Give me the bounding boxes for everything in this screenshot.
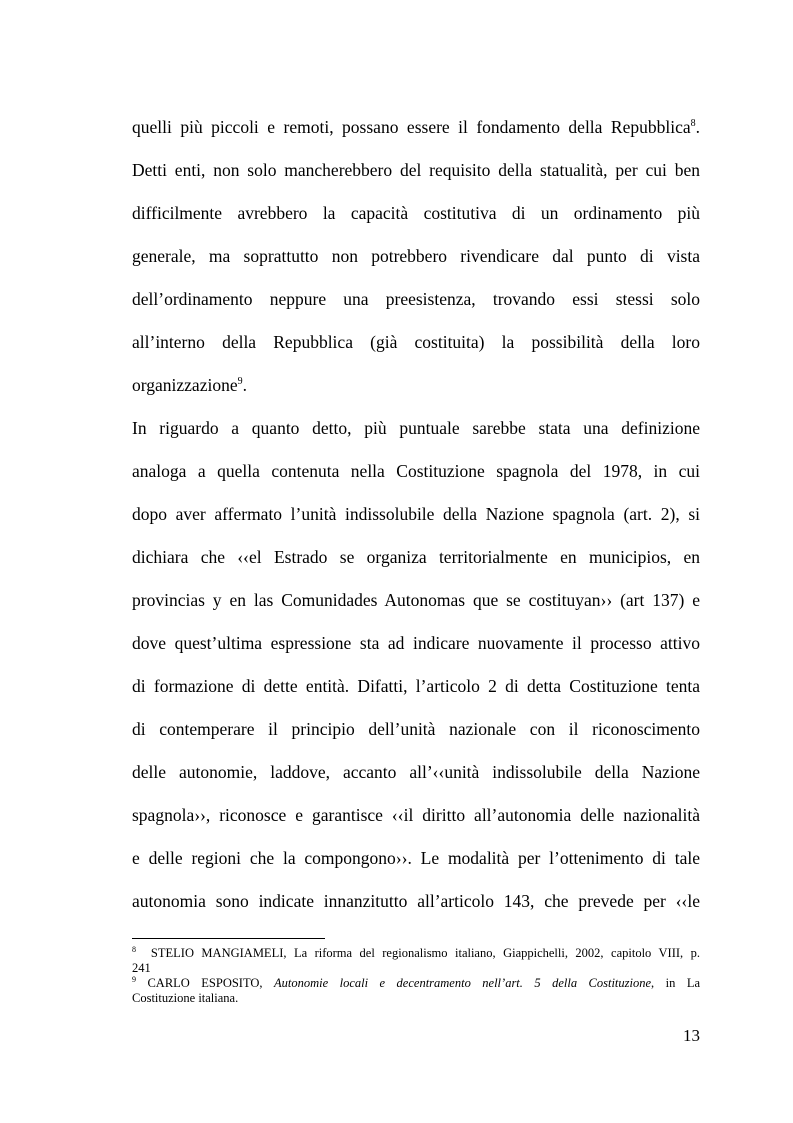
body-line: difficilmente avrebbero la capacità costitutiva di un ordinamento più bbox=[132, 203, 700, 223]
footnote-8: $^8$ STELIO MANGIAMELI, La riforma del regionalismo italiano, Giappichelli, 2002, capitolo VIII, p. bbox=[132, 944, 700, 960]
footnote-separator bbox=[132, 938, 325, 939]
footnote-8-continuation: 241 bbox=[132, 961, 151, 975]
body-line: e delle regioni che la compongono››. Le modalità per l’ottenimento di tale bbox=[132, 848, 700, 868]
body-line: provincias y en las Comunidades Autonomas que se costituyan›› (art 137) e bbox=[132, 590, 700, 610]
body-line: analoga a quella contenuta nella Costituzione spagnola del 1978, in cui bbox=[132, 461, 700, 481]
body-line: delle autonomie, laddove, accanto all’‹‹unità indissolubile della Nazione bbox=[132, 762, 700, 782]
body-line: spagnola››, riconosce e garantisce ‹‹il diritto all’autonomia delle nazionalità bbox=[132, 805, 700, 825]
body-line: all’interno della Repubblica (già costituita) la possibilità della loro bbox=[132, 332, 700, 352]
body-text bbox=[132, 106, 700, 923]
body-line: di contemperare il principio dell’unità nazionale con il riconoscimento bbox=[132, 719, 700, 739]
body-line: In riguardo a quanto detto, più puntuale sarebbe stata una definizione bbox=[132, 418, 700, 438]
body-line: autonomia sono indicate innanzitutto all’articolo 143, che prevede per ‹‹le bbox=[132, 891, 700, 911]
body-line: dichiara che ‹‹el Estrado se organiza territorialmente en municipios, en bbox=[132, 547, 700, 567]
page-number: 13 bbox=[683, 1026, 700, 1045]
body-line: Detti enti, non solo mancherebbero del requisito della statualità, per cui ben bbox=[132, 160, 700, 180]
footnote-9-title: Autonomie locali e decentramento nell’art. 5 della Costituzione bbox=[274, 976, 652, 990]
footnote-ref-9[interactable]: 9 bbox=[237, 376, 243, 388]
footnote-9-continuation: Costituzione italiana. bbox=[132, 991, 239, 1005]
body-line: di formazione di dette entità. Difatti, l’articolo 2 di detta Costituzione tenta bbox=[132, 676, 700, 696]
footnote-mark-8: 8 bbox=[132, 944, 136, 954]
body-line: dove quest’ultima espressione sta ad indicare nuovamente il processo attivo bbox=[132, 633, 700, 653]
footnote-9: $^9$ CARLO ESPOSITO, Autonomie locali e decentramento nell’art. 5 della Costituzione, in La bbox=[132, 974, 700, 990]
body-line: dell’ordinamento neppure una preesistenza, trovando essi stessi solo bbox=[132, 289, 700, 309]
footnotes bbox=[132, 946, 700, 1006]
footnote-ref-8[interactable]: 8 bbox=[690, 118, 696, 130]
footnote-mark-9: 9 bbox=[132, 974, 136, 984]
body-line: organizzazione$^9$. bbox=[132, 375, 247, 395]
body-line: dopo aver affermato l’unità indissolubile della Nazione spagnola (art. 2), si bbox=[132, 504, 700, 524]
body-line: generale, ma soprattutto non potrebbero rivendicare dal punto di vista bbox=[132, 246, 700, 266]
body-line: quelli più piccoli e remoti, possano essere il fondamento della Repubblica$^8$. bbox=[132, 117, 700, 137]
